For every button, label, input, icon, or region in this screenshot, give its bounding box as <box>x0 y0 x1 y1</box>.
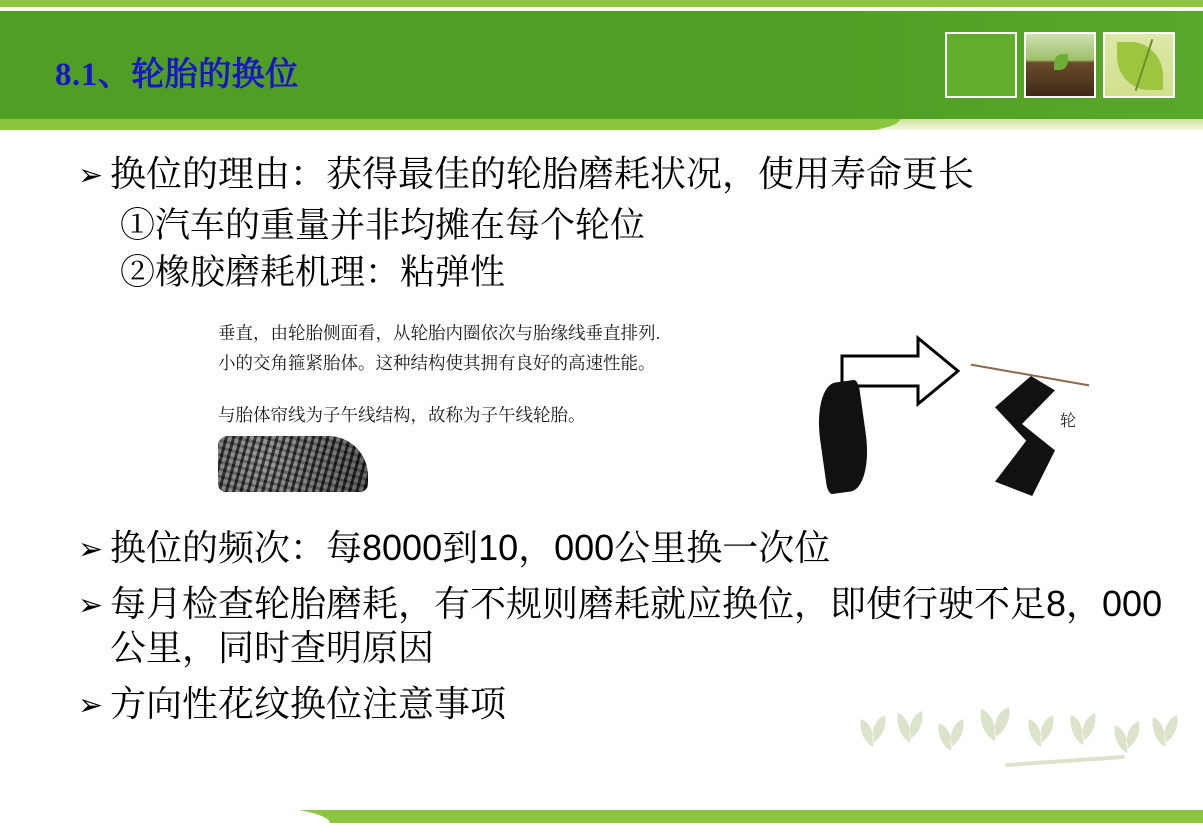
embedded-figure <box>0 304 1203 522</box>
bullet-arrow-icon: ➢ <box>78 689 104 722</box>
slide-body <box>0 150 1203 726</box>
thumb-green-blank-icon <box>945 32 1017 98</box>
bullet-text: 方向性花纹换位注意事项 <box>110 683 507 724</box>
figure-text-block <box>218 318 858 430</box>
bottom-spacer-bar <box>0 823 1203 833</box>
page-title-text: 轮胎的换位 <box>131 55 299 92</box>
figure-tread-shape-right <box>995 376 1055 496</box>
figure-tire-photo <box>218 436 368 492</box>
bullet-item <box>0 152 1203 196</box>
figure-text-line1: 垂直，由轮胎侧面看，从轮胎内圈依次与胎缘线垂直排列. <box>218 323 661 343</box>
bullet-arrow-icon: ➢ <box>78 533 104 566</box>
figure-right-label: 轮 <box>1060 413 1077 430</box>
sub-item-1: ①汽车的重量并非均摊在每个轮位 <box>120 206 646 245</box>
bullet-item <box>0 582 1203 670</box>
thumb-sprout-soil-icon <box>1024 32 1096 98</box>
figure-text-line2: 小的交角箍紧胎体。这种结构使其拥有良好的高速性能。 <box>218 353 656 373</box>
bullet-text: 每月检查轮胎磨耗，有不规则磨耗就应换位，即使行驶不足8，000公里，同时查明原因 <box>110 583 1163 668</box>
page-title-number: 8.1 <box>55 57 98 93</box>
page-title-separator: 、 <box>97 55 132 92</box>
bullet-text: 换位的理由：获得最佳的轮胎磨耗状况，使用寿命更长 <box>110 153 975 194</box>
header-thumbnail-strip <box>945 32 1175 98</box>
sub-item-2: ②橡胶磨耗机理：粘弹性 <box>120 253 506 292</box>
title-band-underline <box>0 130 1203 142</box>
bullet-text: 换位的频次：每8000到10，000公里换一次位 <box>110 527 831 568</box>
bullet-arrow-icon: ➢ <box>78 589 104 622</box>
figure-text-line3: 与胎体帘线为子午线结构，故称为子午线轮胎。 <box>218 405 586 425</box>
page-title <box>55 48 299 95</box>
thumb-leaf-icon <box>1103 32 1175 98</box>
grass-decoration-icon <box>855 703 1185 781</box>
bullet-item <box>0 526 1203 570</box>
bullet-arrow-icon: ➢ <box>78 159 104 192</box>
top-accent-bar <box>0 0 1203 7</box>
